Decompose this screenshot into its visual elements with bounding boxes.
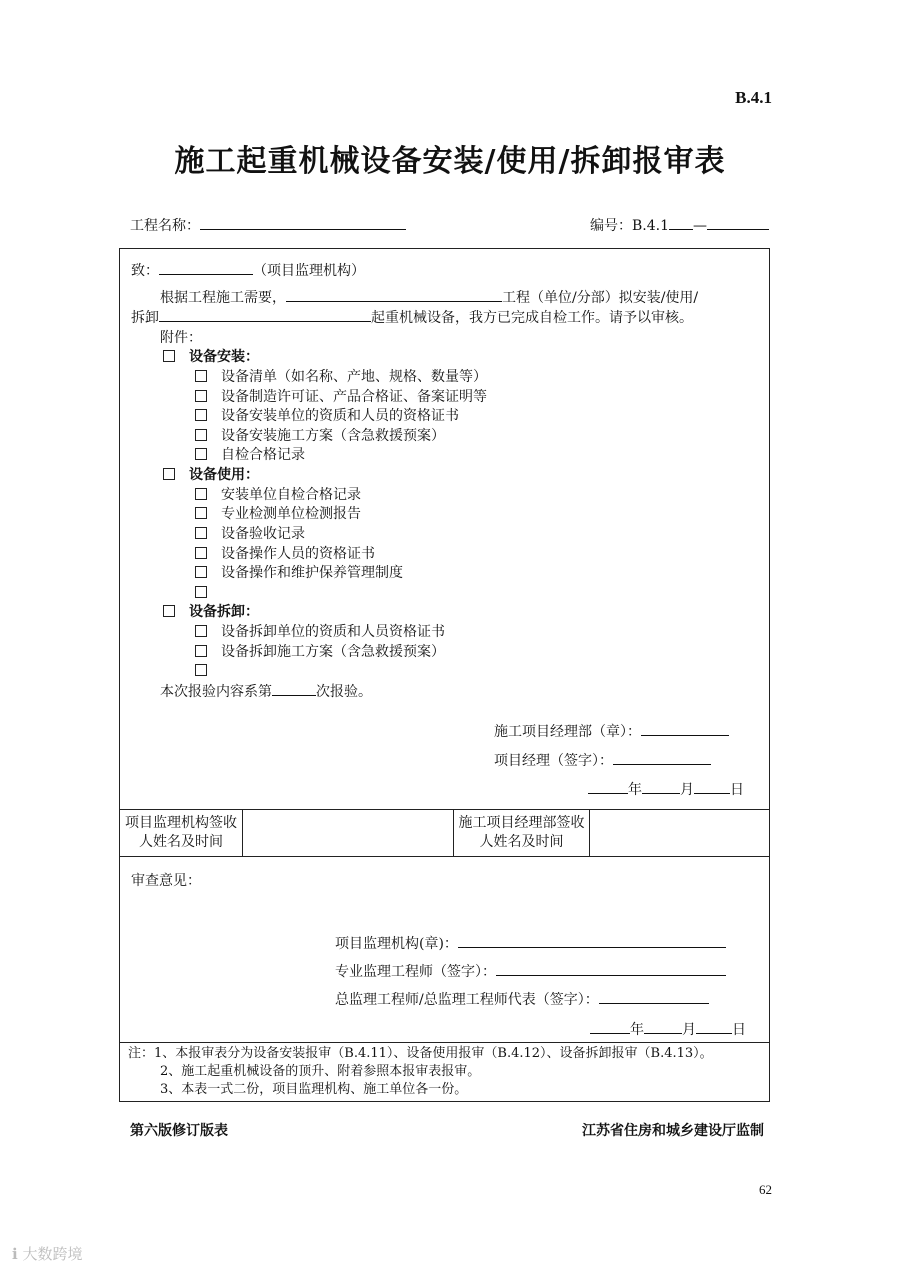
divider — [453, 809, 454, 856]
form-number-blank-1[interactable] — [669, 215, 693, 230]
group-use: 设备使用： — [163, 465, 259, 485]
divider — [120, 856, 769, 857]
checkbox[interactable] — [195, 547, 207, 559]
use-item: 安装单位自检合格记录 — [195, 485, 361, 505]
checkbox[interactable] — [195, 527, 207, 539]
footer-edition: 第六版修订版表 — [130, 1123, 228, 1139]
contractor-receipt-field[interactable] — [591, 811, 767, 854]
checkbox[interactable] — [163, 350, 175, 362]
agency-seal-blank[interactable] — [458, 933, 726, 948]
pm-dept-seal-blank[interactable] — [641, 721, 729, 736]
note-3: 3、本表一式二份，项目监理机构、施工单位各一份。 — [160, 1082, 468, 1097]
checkbox[interactable] — [195, 645, 207, 657]
project-name-label: 工程名称： — [130, 218, 200, 234]
request-line-1: 根据工程施工需要， 工程（单位/分部）拟安装/使用/ — [160, 287, 698, 308]
checkbox[interactable] — [195, 488, 207, 500]
year-blank[interactable] — [590, 1019, 630, 1034]
dismantle-item: 设备拆卸施工方案（含急救援预案） — [195, 642, 445, 662]
note-2: 2、施工起重机械设备的顶升、附着参照本报审表报审。 — [160, 1064, 481, 1079]
chief-sign-line: 总监理工程师/总监理工程师代表（签字）： — [335, 989, 709, 1010]
divider — [589, 809, 590, 856]
checkbox[interactable] — [195, 664, 207, 676]
checkbox[interactable] — [195, 586, 207, 598]
contractor-receipt-label: 施工项目经理部签收人姓名及时间 — [458, 815, 585, 850]
use-item: 设备操作人员的资格证书 — [195, 544, 375, 564]
watermark: ℹ︎ 大数跨境 — [12, 1245, 83, 1263]
pm-sign-blank[interactable] — [613, 750, 711, 765]
review-date-line: 年 月 日 — [590, 1019, 746, 1040]
pm-dept-line: 施工项目经理部（章）： — [494, 721, 729, 742]
checkbox[interactable] — [195, 448, 207, 460]
group-dismantle: 设备拆卸： — [163, 602, 259, 622]
install-item: 设备制造许可证、产品合格证、备案证明等 — [195, 387, 487, 407]
install-item: 自检合格记录 — [195, 445, 305, 465]
report-count-blank[interactable] — [272, 681, 316, 696]
year-blank[interactable] — [588, 779, 628, 794]
checkbox[interactable] — [195, 507, 207, 519]
group-install: 设备安装： — [163, 347, 259, 367]
month-blank[interactable] — [644, 1019, 682, 1034]
use-item: 设备验收记录 — [195, 524, 305, 544]
day-blank[interactable] — [694, 779, 730, 794]
supervisor-receipt-label: 项目监理机构签收人姓名及时间 — [125, 815, 237, 850]
pm-sign-line: 项目经理（签字）： — [494, 750, 711, 771]
checkbox[interactable] — [195, 409, 207, 421]
project-name-field — [130, 215, 406, 235]
note-1: 注：1、本报审表分为设备安装报审（B.4.11）、设备使用报审（B.4.12）、设备拆卸报审（B.4.13）。 — [128, 1046, 713, 1061]
request-line-2: 拆卸 起重机械设备，我方已完成自检工作。请予以审核。 — [131, 307, 693, 328]
page-number: 62 — [759, 1182, 772, 1197]
attachments-label: 附件： — [160, 330, 202, 346]
divider — [242, 809, 243, 856]
divider — [120, 1042, 769, 1043]
use-item-blank — [195, 583, 221, 603]
project-blank[interactable] — [286, 287, 502, 302]
day-blank[interactable] — [696, 1019, 732, 1034]
checkbox[interactable] — [163, 605, 175, 617]
form-number-label: 编号：B.4.1 — [590, 218, 670, 234]
dismantle-item: 设备拆卸单位的资质和人员资格证书 — [195, 622, 445, 642]
engineer-sign-line: 专业监理工程师（签字）： — [335, 961, 726, 982]
form-number-separator: — — [693, 218, 708, 234]
month-blank[interactable] — [642, 779, 680, 794]
checkbox[interactable] — [195, 390, 207, 402]
to-blank[interactable] — [159, 260, 253, 275]
project-name-blank[interactable] — [200, 215, 406, 230]
use-item: 设备操作和维护保养管理制度 — [195, 563, 403, 583]
to-line: 致： （项目监理机构） — [131, 260, 365, 281]
review-label: 审查意见： — [131, 873, 201, 889]
page-title: 施工起重机械设备安装/使用/拆卸报审表 — [174, 144, 726, 179]
checkbox[interactable] — [195, 370, 207, 382]
checkbox[interactable] — [195, 566, 207, 578]
form-number-field — [590, 215, 769, 235]
dismantle-item-blank — [195, 661, 221, 681]
install-item: 设备安装单位的资质和人员的资格证书 — [195, 406, 459, 426]
checkbox[interactable] — [195, 429, 207, 441]
use-item: 专业检测单位检测报告 — [195, 504, 361, 524]
equipment-blank[interactable] — [159, 307, 371, 322]
install-item: 设备清单（如名称、产地、规格、数量等） — [195, 367, 487, 387]
pm-date-line: 年 月 日 — [588, 779, 744, 800]
form-table — [119, 248, 770, 1102]
form-number-blank-2[interactable] — [707, 215, 769, 230]
form-code: B.4.1 — [735, 88, 772, 107]
chief-sign-blank[interactable] — [599, 989, 709, 1004]
logo-icon: ℹ︎ — [12, 1245, 23, 1263]
divider — [120, 809, 769, 810]
footer-issuer: 江苏省住房和城乡建设厅监制 — [582, 1123, 764, 1139]
checkbox[interactable] — [163, 468, 175, 480]
report-count-line: 本次报验内容系第 次报验。 — [160, 681, 372, 702]
install-item: 设备安装施工方案（含急救援预案） — [195, 426, 445, 446]
agency-seal-line: 项目监理机构(章)： — [335, 933, 726, 954]
supervisor-receipt-field[interactable] — [244, 811, 451, 854]
engineer-sign-blank[interactable] — [496, 961, 726, 976]
checkbox[interactable] — [195, 625, 207, 637]
